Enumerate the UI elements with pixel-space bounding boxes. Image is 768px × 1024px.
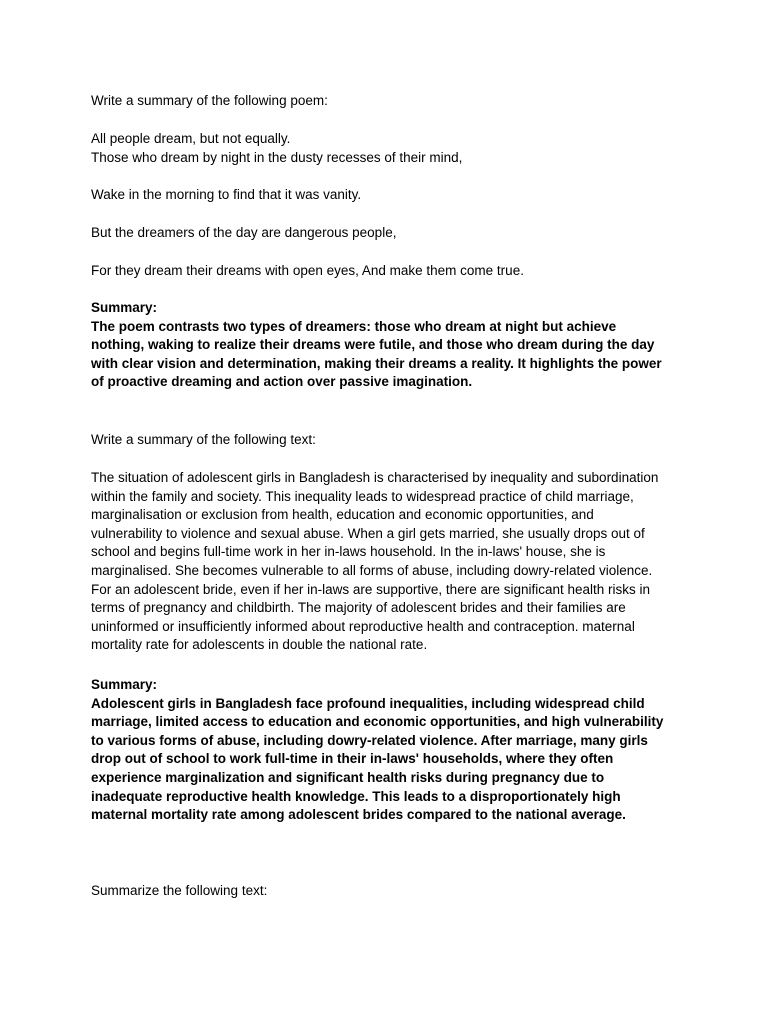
poem-stanza-4: [91, 262, 691, 281]
summary-line: nothing, waking to realize their dreams were futile, and those who dream during the day: [91, 337, 655, 353]
body-line: For an adolescent bride, even if her in-laws are supportive, there are significant health risks in: [91, 581, 651, 597]
summary-heading: Summary:: [91, 300, 158, 315]
poem-stanza-2: [91, 186, 691, 205]
summary-line: drop out of school to work full-time in their in-laws' households, where they often: [91, 751, 614, 767]
summary-heading: Summary:: [91, 677, 158, 692]
poem-stanza-1: [91, 130, 691, 167]
body-line: mortality rate for adolescents in double the national rate.: [91, 637, 428, 653]
summary-line: marriage, limited access to education and economic opportunities, and high vulnerability: [91, 714, 664, 730]
summary-line: with clear vision and determination, making their dreams a reality. It highlights the power: [91, 355, 662, 371]
body-line: terms of pregnancy and childbirth. The majority of adolescent brides and their families are: [91, 600, 626, 616]
body-line: within the family and society. This inequality leads to widespread practice of child marriage,: [91, 488, 634, 504]
body-line: marginalisation or exclusion from health, education and economic opportunities, and: [91, 507, 594, 523]
summary-line: The poem contrasts two types of dreamers: those who dream at night but achieve: [91, 318, 617, 334]
body-line: uninformed or insufficiently informed about reproductive health and contraception. maternal: [91, 618, 635, 634]
summary-line: maternal mortality rate among adolescent brides compared to the national average.: [91, 807, 626, 823]
poem-line: But the dreamers of the day are dangerous people,: [91, 225, 397, 240]
body-line: The situation of adolescent girls in Bangladesh is characterised by inequality and subordination: [91, 470, 659, 485]
body-line: school and begins full-time work in her in-laws household. In the in-laws' house, she is: [91, 544, 606, 560]
poem-line: Wake in the morning to find that it was vanity.: [91, 187, 362, 202]
final-prompt: [91, 882, 691, 901]
text-summary: [91, 676, 691, 825]
summary-line: experience marginalization and significant health risks during pregnancy due to: [91, 769, 605, 785]
poem-summary: [91, 299, 691, 392]
summary-line: to various forms of abuse, including dowry-related violence. After marriage, many girls: [91, 732, 648, 748]
body-line: marginalised. She becomes vulnerable to all forms of abuse, including dowry-related violence.: [91, 562, 653, 578]
summary-line: Adolescent girls in Bangladesh face profound inequalities, including widespread child: [91, 695, 645, 711]
poem-line: All people dream, but not equally.: [91, 131, 291, 146]
poem-line: Those who dream by night in the dusty recesses of their mind,: [91, 149, 463, 165]
text-prompt: [91, 431, 691, 450]
poem-prompt-text: Write a summary of the following poem:: [91, 93, 328, 108]
summary-line: inadequate reproductive health knowledge. This leads to a disproportionately high: [91, 788, 621, 804]
poem-prompt: [91, 92, 691, 111]
poem-stanza-3: [91, 224, 691, 243]
summary-line: of proactive dreaming and action over passive imagination.: [91, 374, 473, 390]
text-body: [91, 469, 691, 655]
text-prompt-text: Write a summary of the following text:: [91, 432, 316, 447]
final-prompt-text: Summarize the following text:: [91, 883, 268, 898]
body-line: vulnerability to violence and sexual abuse. When a girl gets married, she usually drops out of: [91, 525, 645, 541]
poem-line: For they dream their dreams with open eyes, And make them come true.: [91, 263, 524, 278]
